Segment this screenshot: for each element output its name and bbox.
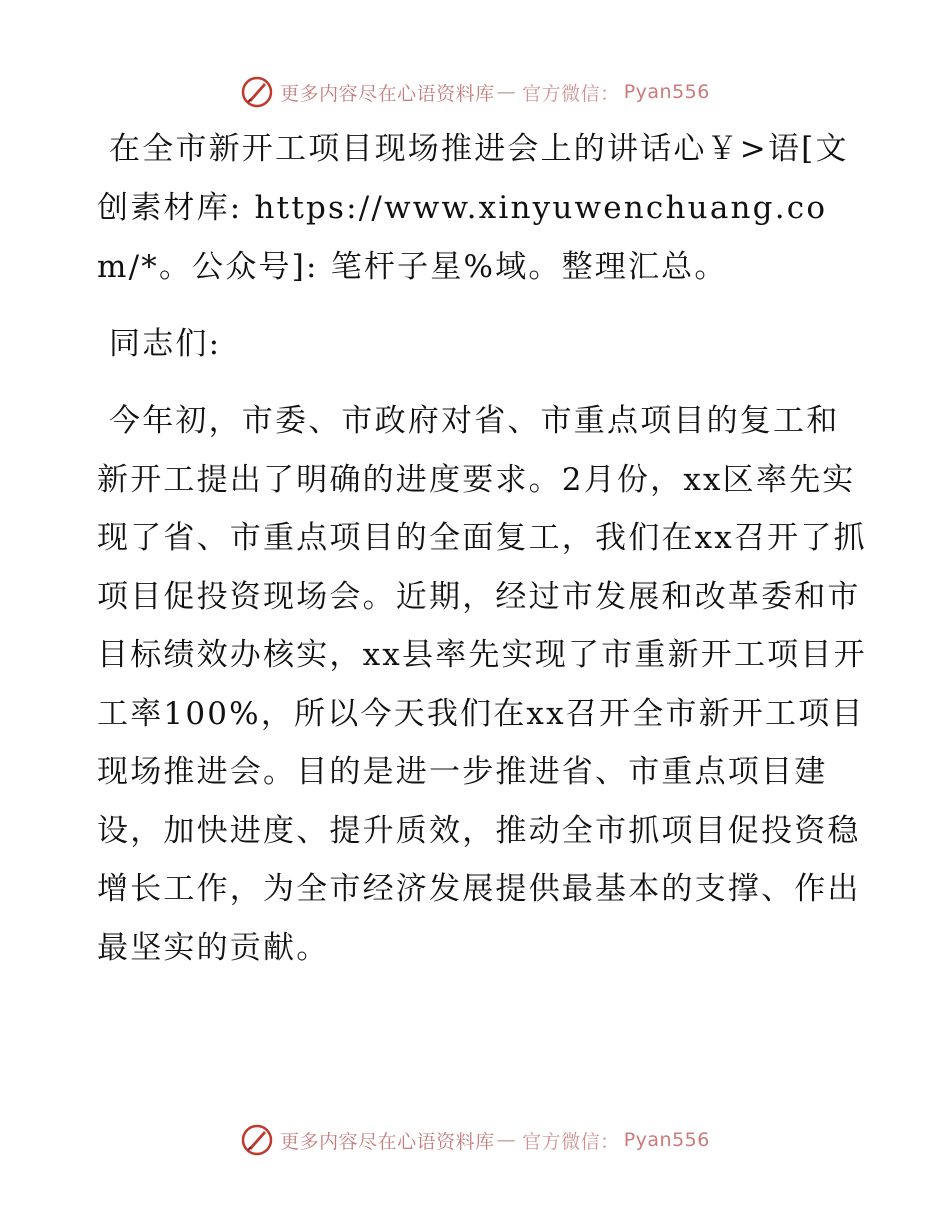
header-watermark-banner	[0, 72, 950, 112]
banner-separator: —	[496, 81, 517, 103]
quill-pen-logo-icon	[240, 75, 274, 109]
banner-separator: —	[496, 1129, 517, 1151]
banner-wechat-id: Pyan556	[623, 81, 710, 103]
banner-text: 更多内容尽在心语资料库	[280, 82, 495, 105]
banner-wechat-id: Pyan556	[623, 1129, 710, 1151]
quill-pen-logo-icon	[240, 1123, 274, 1157]
document-body	[97, 120, 867, 977]
document-title: 在全市新开工项目现场推进会上的讲话心￥>语[文创素材库: https://www.xinyuwenchuang.com/*。公众号]: 笔杆子星%域。整理汇总。	[97, 131, 849, 285]
banner-label: 官方微信：	[522, 82, 620, 105]
banner-label: 官方微信：	[522, 1130, 620, 1153]
footer-watermark-banner	[0, 1120, 950, 1160]
document-greeting: 同志们:	[109, 326, 222, 362]
banner-text: 更多内容尽在心语资料库	[280, 1130, 495, 1153]
document-paragraph: 今年初，市委、市政府对省、市重点项目的复工和新开工提出了明确的进度要求。2月份，xx区率先实现了省、市重点项目的全面复工，我们在xx召开了抓项目促投资现场会。近期，经过市发展和改革委和市目标绩效办核实，xx县率先实现了市重新开工项目开工率100%，所以今天我们在xx召开全市新开工项目现场推进会。目的是进一步推进省、市重点项目建设，加快进度、提升质效，推动全市抓项目促投资稳增长工作，为全市经济发展提供最基本的支撑、作出最坚实的贡献。	[97, 403, 867, 966]
